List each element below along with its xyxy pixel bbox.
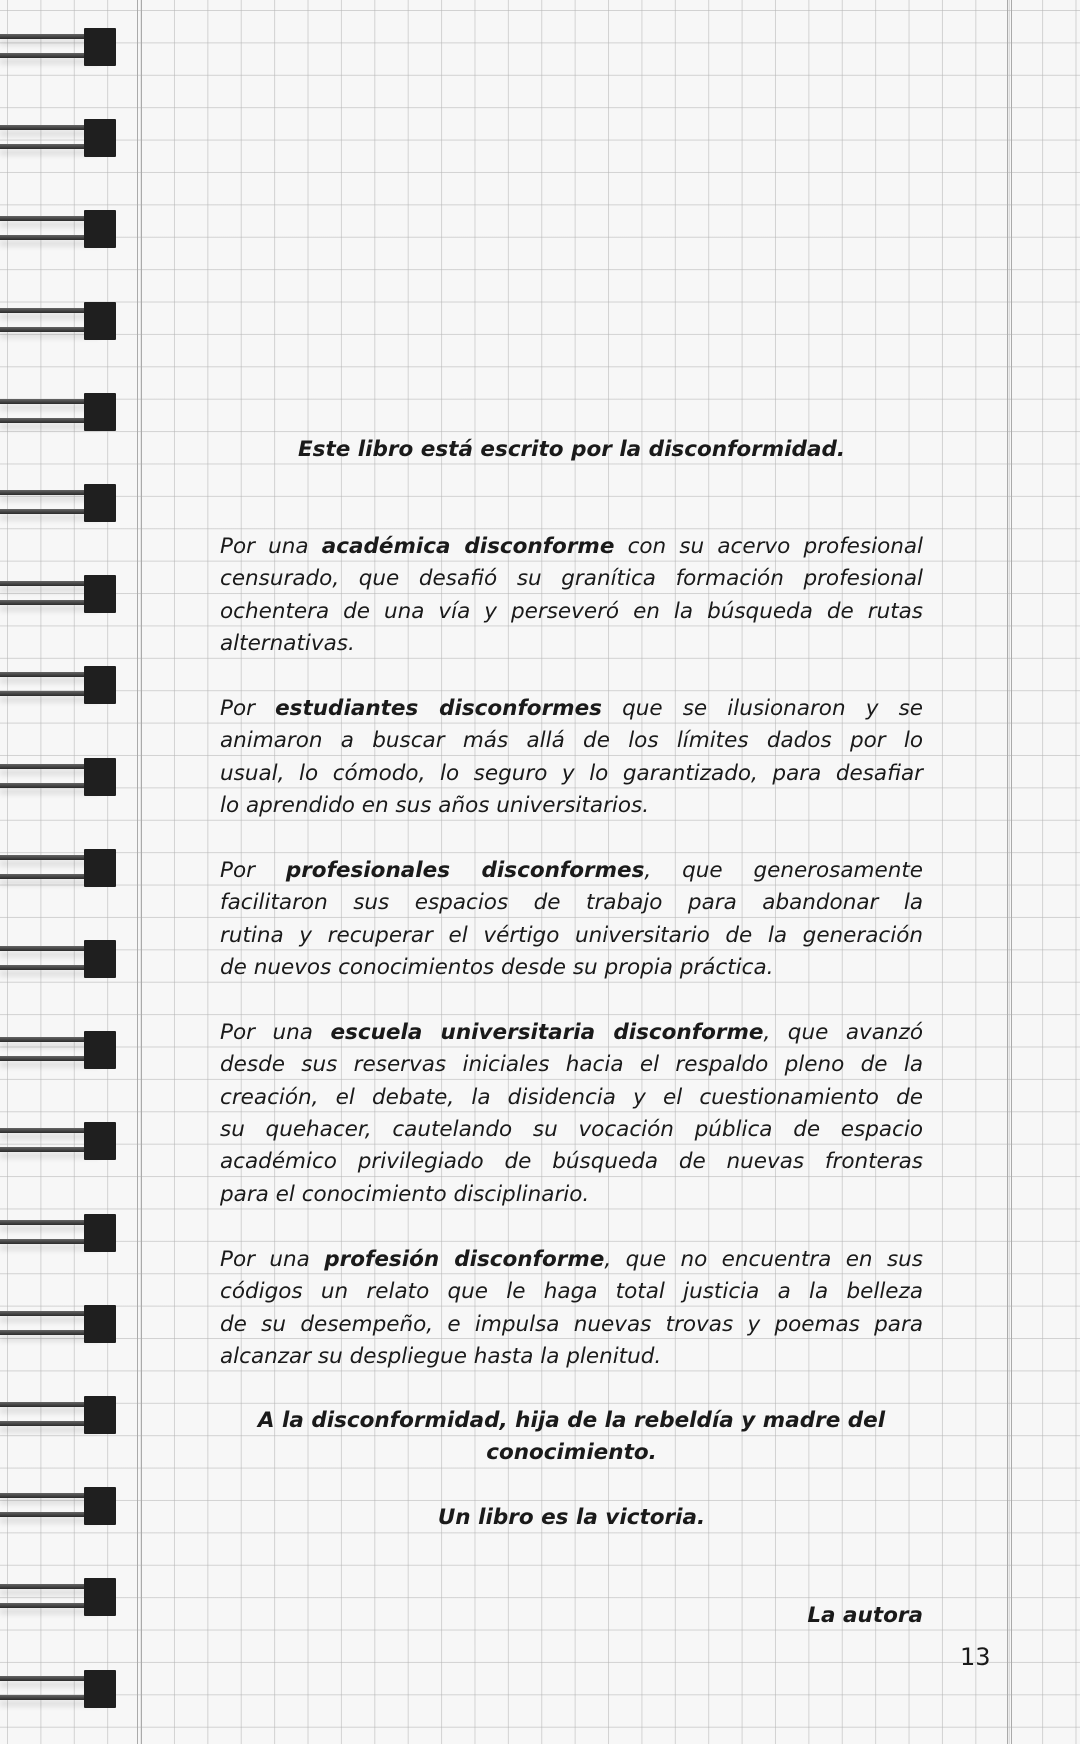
spiral-ring-icon <box>0 28 117 66</box>
text-segment: Por una <box>220 1020 331 1045</box>
text-segment: Por una <box>220 1247 325 1272</box>
text-segment: de su desempeño, e impulsa nuevas trovas y poemas para <box>220 1311 923 1337</box>
text-segment: Por <box>220 858 286 883</box>
text-segment: códigos un relato que le haga total justicia a la belleza <box>220 1279 923 1305</box>
spiral-ring-icon <box>0 1670 117 1708</box>
paragraph-line <box>220 1146 923 1178</box>
paragraph-line <box>220 1179 923 1211</box>
emphasis-text: estudiantes disconformes <box>275 696 602 721</box>
text-segment: académico privilegiado de búsqueda de nuevas fronteras <box>220 1149 923 1175</box>
paragraph-line <box>220 790 923 822</box>
spiral-ring-icon <box>0 758 117 796</box>
text-segment: Por <box>220 696 276 721</box>
paragraph-line <box>220 531 923 563</box>
spiral-ring-icon <box>0 484 117 522</box>
text-segment: con su acervo profesional <box>614 534 923 559</box>
paragraph-line <box>220 758 923 790</box>
paragraph-line <box>220 855 923 887</box>
paragraph-line <box>220 920 923 952</box>
spiral-ring-icon <box>0 575 117 613</box>
text-segment: lo aprendido en sus años universitarios. <box>220 792 650 818</box>
text-segment: usual, lo cómodo, lo seguro y lo garantizado, para desafiar <box>220 760 923 786</box>
text-segment: que se ilusionaron y se <box>601 696 923 721</box>
text-segment: para el conocimiento disciplinario. <box>220 1181 590 1207</box>
spiral-ring-icon <box>0 1487 117 1525</box>
text-segment: Por una <box>220 534 322 559</box>
spiral-ring-icon <box>0 1578 117 1616</box>
paragraph-line <box>220 1341 923 1373</box>
closing-line: A la disconformidad, hija de la rebeldía y madre del <box>257 1408 886 1433</box>
paragraph-line <box>220 952 923 984</box>
text-segment: ochentera de una vía y perseveró en la búsqueda de rutas <box>220 598 923 624</box>
emphasis-text: profesión disconforme <box>324 1247 605 1272</box>
spiral-ring-icon <box>0 1305 117 1343</box>
text-segment: , que generosamente <box>644 858 923 883</box>
text-segment: , que avanzó <box>763 1020 923 1045</box>
text-segment: rutina y recuperar el vértigo universitario de la generación <box>220 922 923 948</box>
right-margin-line <box>1007 0 1012 1744</box>
left-margin-line <box>137 0 142 1744</box>
paragraph-line <box>220 1276 923 1308</box>
text-segment: su quehacer, cautelando su vocación pública de espacio <box>220 1116 923 1142</box>
signature: La autora <box>807 1603 923 1628</box>
spiral-ring-icon <box>0 119 117 157</box>
dedication-title: Este libro está escrito por la disconformidad. <box>297 437 846 462</box>
spiral-ring-icon <box>0 666 117 704</box>
text-segment: censurado, que desafió su granítica formación profesional <box>220 566 923 592</box>
text-segment: , que no encuentra en sus <box>604 1247 923 1272</box>
spiral-ring-icon <box>0 1031 117 1069</box>
text-segment: animaron a buscar más allá de los límites dados por lo <box>220 728 923 754</box>
paragraph-line <box>220 628 923 660</box>
text-segment: alternativas. <box>220 630 355 656</box>
page-number: 13 <box>960 1643 991 1671</box>
text-segment: alcanzar su despliegue hasta la plenitud. <box>220 1343 662 1369</box>
paragraph-line <box>220 563 923 595</box>
spiral-ring-icon <box>0 940 117 978</box>
paragraph-line <box>220 1244 923 1276</box>
spiral-ring-icon <box>0 849 117 887</box>
paragraph-line <box>220 693 923 725</box>
spiral-ring-icon <box>0 1122 117 1160</box>
paragraph-line <box>220 1017 923 1049</box>
paragraph-line <box>220 1082 923 1114</box>
spiral-ring-icon <box>0 210 117 248</box>
emphasis-text: escuela universitaria disconforme <box>330 1020 764 1045</box>
emphasis-text: profesionales disconformes <box>285 858 645 883</box>
text-segment: de nuevos conocimientos desde su propia práctica. <box>220 954 774 980</box>
text-segment: facilitaron sus espacios de trabajo para abandonar la <box>220 890 923 916</box>
closing-line: conocimiento. <box>486 1440 657 1465</box>
paragraph-line <box>220 596 923 628</box>
victory-line: Un libro es la victoria. <box>437 1505 706 1530</box>
paragraph-line <box>220 725 923 757</box>
text-segment: creación, el debate, la disidencia y el cuestionamiento de <box>220 1084 923 1110</box>
emphasis-text: académica disconforme <box>321 534 615 559</box>
paragraph-line <box>220 1114 923 1146</box>
spiral-ring-icon <box>0 393 117 431</box>
paragraph-line <box>220 887 923 919</box>
paragraph-line <box>220 1049 923 1081</box>
text-segment: desde sus reservas iniciales hacia el respaldo pleno de la <box>220 1052 923 1078</box>
spiral-ring-icon <box>0 1214 117 1252</box>
spiral-ring-icon <box>0 302 117 340</box>
paragraph-line <box>220 1309 923 1341</box>
spiral-ring-icon <box>0 1396 117 1434</box>
